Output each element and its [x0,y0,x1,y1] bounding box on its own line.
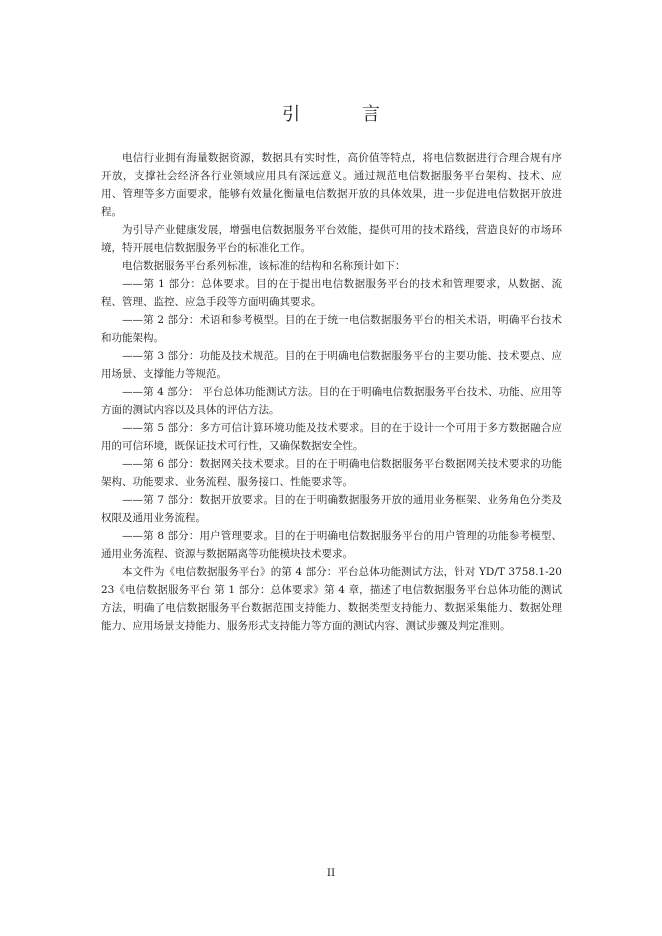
part-list-item: ——第 8 部分：用户管理要求。目的在于明确电信数据服务平台的用户管理的功能参考模型、通用业务流程、资源与数据隔离等功能模块技术要求。 [101,530,562,560]
part-list-item: ——第 2 部分：术语和参考模型。目的在于统一电信数据服务平台的相关术语，明确平台技术和功能架构。 [101,314,562,344]
part-list-item: ——第 5 部分：多方可信计算环境功能及技术要求。目的在于设计一个可用于多方数据融合应用的可信环境，既保证技术可行性，又确保数据安全性。 [101,422,562,452]
body-text [101,149,562,635]
part-list-item: ——第 4 部分： 平台总体功能测试方法。目的在于明确电信数据服务平台技术、功能、应用等方面的测试内容以及具体的评估方法。 [101,386,562,416]
part-list-item: ——第 1 部分：总体要求。目的在于提出电信数据服务平台的技术和管理要求，从数据、流程、管理、监控、应急手段等方面明确其要求。 [101,278,562,308]
intro-paragraph: 为引导产业健康发展，增强电信数据服务平台效能，提供可用的技术路线，营造良好的市场环境，特开展电信数据服务平台的标准化工作。 [101,224,562,254]
intro-paragraph: 电信数据服务平台系列标准，该标准的结构和名称预计如下： [122,260,406,272]
intro-paragraph: 本文件为《电信数据服务平台》的第 4 部分：平台总体功能测试方法，针对 YD/T 3758.1-2023《电信数据服务平台 第 1 部分：总体要求》第 4 章，描述了电信数据服务平台总体功能的测试方法，明确了电信数据服务平台数据范围支持能力、数据类型支持能力、数据采集能力、数据处理能力、应用场景支持能力、服务形式支持能力等方面的测试内容、测试步骤及判定准则。 [101,566,562,632]
page-title: 引 言 [282,104,408,125]
part-list-item: ——第 3 部分：功能及技术规范。目的在于明确电信数据服务平台的主要功能、技术要点、应用场景、支撑能力等规范。 [101,350,562,380]
part-list-item: ——第 7 部分：数据开放要求。目的在于明确数据服务开放的通用业务框架、业务角色分类及权限及通用业务流程。 [101,494,562,524]
intro-paragraph: 电信行业拥有海量数据资源，数据具有实时性，高价值等特点，将电信数据进行合理合规有序开放，支撑社会经济各行业领域应用具有深远意义。通过规范电信数据服务平台架构、技术、应用、管理等多方面要求，能够有效量化衡量电信数据开放的具体效果，进一步促进电信数据开放进程。 [101,152,562,218]
page-number: II [326,867,336,879]
part-list-item: ——第 6 部分：数据网关技术要求。目的在于明确电信数据服务平台数据网关技术要求的功能架构、功能要求、业务流程、服务接口、性能要求等。 [101,458,562,488]
